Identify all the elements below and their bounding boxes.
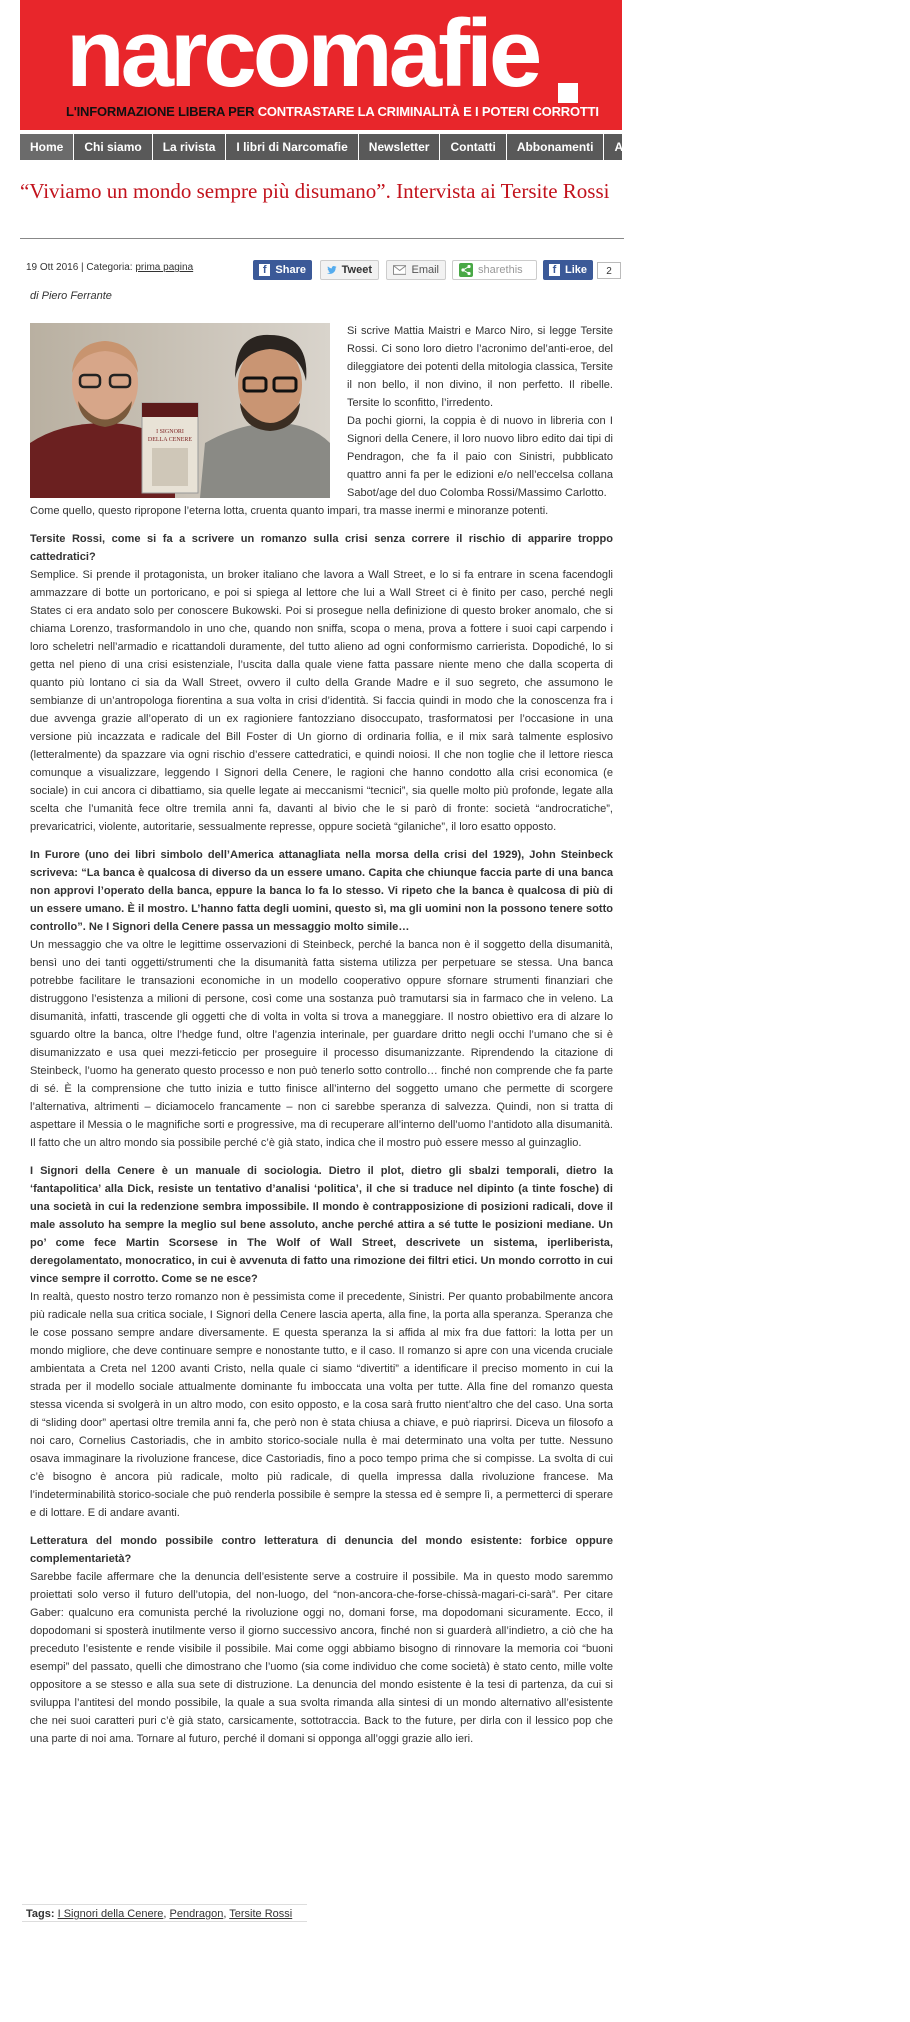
interview-answer: Un messaggio che va oltre le legittime osservazioni di Steinbeck, perché la banca non è il soggetto della disumanità, bensì uno dei tanti oggetti/strumenti che la disumanità fatta sistema utilizza per perpetuare se stessa. Una banca potrebbe facilitare le transazioni economiche in un modello cooperativo oppure sfornare strumenti finanziari che distruggono l’esistenza a milioni di persone, così come una sostanza può tramutarsi sia in farmaco che in veleno. La disumanità, infatti, trascende gli oggetti che di volta in volta si trova a maneggiare. Il nostro obiettivo era di alzare lo sguardo oltre la banca, oltre l’hedge fund, oltre l’agenzia interinale, per guardare dritto negli occhi l’umano che si è disumanizzato e usa quei mezzi-feticcio per proseguire il processo disumanizzante. Riprendendo la citazione di Steinbeck, l’uomo ha generato questo processo e non può tenerlo sotto controllo… finché non comprende che fa parte di sé. È la comprensione che tutto inizia e tutto finisce all’interno del soggetto umano che permette di scorgere l’alternativa, altrimenti – diciamocelo francamente – non ci sarebbe speranza di salvezza. Quindi, non si tratta di aspettare il Messia o le magnifiche sorti e progressive, ma di recuperare all’interno dell’uomo l’antidoto alla disumanità. Il fatto che un altro mondo sia possibile perché c’è già stato, indica che il mostro può essere messo al guinzaglio. — [30, 939, 613, 1149]
book-title-line2: DELLA CENERE — [147, 437, 193, 443]
site-tagline — [66, 104, 599, 119]
interview-question: I Signori della Cenere è un manuale di sociologia. Dietro il plot, dietro gli sbalzi temporali, dietro la ‘fantapolitica’ alla Dick, resiste un tentativo d’analisi ‘politica’, il che si traduce nel dipinto (a tinte fosche) di una società in cui la redenzione sembra impossibile. Il mondo è contrapposizione di posizioni radicali, dove il male assoluto ha sempre la meglio sul bene assoluto, anche perché attira a sé tutte le posizioni mediane. Un po’ come fece Martin Scorsese in The Wolf of Wall Street, descrivete un sistema, iperliberista, deregolamentato, monocratico, in cui è avvenuta di fatto una rimozione dei filtri etici. Un mondo corrotto in cui vince sempre il corrotto. Come se ne esce? — [30, 1165, 613, 1285]
category-label: Categoria: — [86, 262, 133, 273]
tag-link[interactable]: I Signori della Cenere — [57, 1908, 164, 1920]
interview-answer: Sarebbe facile affermare che la denuncia dell’esistente serve a costruire il possibile. Ma in questo modo saremmo proiettati solo verso il futuro dell’utopia, del non-luogo, del “non-ancora-che-forse-chissà-magari-ci-sarà”. Per citare Gaber: qualcuno era comunista perché la rivoluzione oggi no, domani forse, ma dopodomani sicuramente. Ecco, il dopodomani si sposterà inutilmente verso il giorno successivo ancora, finché non si guarderà all’indietro, a ciò che ha preceduto l’esistente e rende visibile il possibile. Mai come oggi abbiamo bisogno di rinnovare la memoria coi “buoni esempi” del passato, quelli che dimostrano che l’uomo (sia come individuo che come società) è stato cento, mille volte oppositore a se stesso e alla sua sete di distruzione. La denuncia del mondo esistente è la tesi di partenza, da cui si sviluppa l’antitesi del mondo possibile, la quale a sua svolta rimanda alla sintesi di un mondo alternativo all’esistente che nei suoi caratteri puri c’è già stato, carsicamente, sottotraccia. Back to the future, per dirla con il lessico pop che una parte di noi ama. Tornare al futuro, perché il domani si opponga all’oggi grazie allo ieri. — [30, 1571, 613, 1745]
nav-home[interactable]: Home — [20, 134, 74, 160]
title-divider — [20, 238, 624, 239]
facebook-like-button[interactable] — [543, 260, 593, 280]
like-label: Like — [564, 264, 587, 276]
intro-paragraph: Da pochi giorni, la coppia è di nuovo in libreria con I Signori della Cenere, il loro nuovo libro edito dai tipi di Pendragon, che fa il paio con Sinistri, pubblicato quattro anni fa per le edizioni e/o nell’eccelsa collana Sabot/age del duo Colomba Rossi/Massimo Carlotto. — [347, 415, 613, 499]
facebook-share-button[interactable] — [253, 260, 312, 280]
photo-spacer — [30, 322, 335, 502]
interview-question: Letteratura del mondo possibile contro letteratura di denuncia del mondo esistente: forbice oppure complementarietà? — [30, 1535, 613, 1565]
article-author: di Piero Ferrante — [30, 290, 112, 302]
nav-i-libri[interactable]: I libri di Narcomafie — [226, 134, 358, 160]
tweet-label: Tweet — [341, 264, 372, 276]
article-title: “Viviamo un mondo sempre più disumano”. Intervista ai Tersite Rossi — [20, 179, 610, 203]
facebook-icon: f — [259, 264, 270, 276]
twitter-bird-icon — [327, 265, 337, 275]
interview-answer: In realtà, questo nostro terzo romanzo non è pessimista come il precedente, Sinistri. Per quanto probabilmente ancora più radicale nella sua critica sociale, I Signori della Cenere lascia aperta, alla fine, la porta alla speranza. Speranza che le cose possano sempre andare diversamente. E questa speranza la si affida al mix fra due fattori: la lotta per un mondo migliore, che deve continuare sempre e nonostante tutto, e il caso. Il romanzo si apre con una vicenda cruciale ambientata a Creta nel 1200 avanti Cristo, nella quale ci siamo “divertiti” a identificare il preciso momento in cui la strada per il modello sociale attualmente dominante fu imboccata una volta per tutte. Alla fine del romanzo questa stessa vicenda si svolgerà in un altro modo, con esito opposto, e la cosa sarà frutto nient’altro che del caso. Una sorta di “sliding door” apertasi oltre tremila anni fa, che però non è stata chiusa a chiave, e può riaprirsi. Diceva un filosofo a noi caro, Cornelius Castoriadis, che in ambito storico-sociale nulla è mai determinato una volta per tutte. Nessuno osava immaginare la rivoluzione francese, dice Castoriadis, fino a poco tempo prima che si compisse. La svolta di cui c’è bisogno è ancora più radicale, molto più radicale, di quella impressa dalla rivoluzione francese. Ma l’indeterminabilità storico-sociale che può renderla possibile è sempre la stessa ed è sempre lì, a permetterci di sperare e di lottare. E di andare avanti. — [30, 1291, 613, 1519]
sharethis-button[interactable] — [452, 260, 537, 280]
main-nav — [20, 134, 654, 160]
nav-accedi[interactable]: Accedi — [604, 134, 664, 160]
facebook-share-label: Share — [275, 264, 306, 276]
interview-question: Tersite Rossi, come si fa a scrivere un romanzo sulla crisi senza correre il rischio di apparire troppo cattedratici? — [30, 533, 613, 563]
interview-answer: Semplice. Si prende il protagonista, un broker italiano che lavora a Wall Street, e lo si fa entrare in scena facendogli ammazzare di botte un portoricano, e poi si spiega al lettore che lui a Wall Street ci è finito per caso, perché negli States ci era andato solo per conoscere Bukowski. Poi si prosegue nella definizione di questo broker anomalo, che si chiama Lorenzo, trasformandolo in uno che, quando non sniffa, scopa o mena, prova a fottere i suoi capi carpendo i loro scheletri nell’armadio e ricattandoli duramente, del tutto alieno ad ogni conformismo carrierista. Dopodiché, lo si getta nel pieno di una crisi esistenziale, l’uscita dalla quale viene fatta passare niente meno che dalla scoperta di quanto più lontano ci sia da Wall Street, ovvero il culto della Grande Madre e il suo segreto, che assumono le sembianze di un’antropologa fiorentina a sua volta in crisi d’identità. Si faccia quindi in modo che la conoscenza fra i due avvenga grazie all’operato di un ex ragioniere fantozziano disoccupato, trasformatosi per l’occasione in una versione più incazzata e radicale del Bill Foster di Un giorno di ordinaria follia, e il mix sarà talmente esplosivo (letteralmente) da spazzare via ogni rischio d’essere cattedratici, e quindi noiosi. Il che non toglie che il lettore riesca comunque a visualizzare, leggendo I Signori della Cenere, le ragioni che hanno condotto alla crisi economica (e sociale) in cui ancora ci dibattiamo, sia quelle legate ai meccanismi “tecnici”, sia quelle molto più profonde, legate alla scelta che l’umanità fece oltre tremila anni fa, davanti al bivio che le si parò di fronte: società “androcratiche”, prevaricatrici, violente, autoritarie, sessualmente represse, oppure società “gilaniche”, il loro esatto opposto. — [30, 569, 613, 833]
email-label: Email — [411, 264, 439, 276]
site-header — [20, 0, 622, 130]
book-title-line1: I SIGNORI — [156, 429, 184, 435]
facebook-icon: f — [549, 264, 560, 276]
tweet-button[interactable] — [320, 260, 379, 280]
intro-paragraph: Come quello, questo ripropone l’eterna lotta, cruenta quanto impari, tra masse inermi e minoranze potenti. — [30, 505, 549, 517]
article-meta: 19 Ott 2016 | Categoria: prima pagina — [26, 262, 194, 273]
category-link[interactable]: prima pagina — [135, 262, 194, 273]
share-icon — [459, 263, 473, 277]
sharethis-label: sharethis — [478, 264, 523, 276]
interview-question: In Furore (uno dei libri simbolo dell’America attanagliata nella morsa della crisi del 1929), John Steinbeck scriveva: “La banca è qualcosa di diverso da un essere umano. Capita che chiunque faccia parte di una banca non approvi l’operato della banca, eppure la banca lo fa lo stesso. Vi ripeto che la banca è qualcosa di più di un essere umano. È il mostro. L’hanno fatta degli uomini, questo sì, ma gli uomini non la possono tenere sotto controllo”. Ne I Signori della Cenere passa un messaggio molto simile… — [30, 849, 613, 933]
intro-paragraph: Si scrive Mattia Maistri e Marco Niro, si legge Tersite Rossi. Ci sono loro dietro l’acronimo del’anti-eroe, del dileggiatore dei potenti della mitologia classica, Tersite il non bello, il non divino, il non perfetto. Il ribelle. Tersite lo sconfitto, l’irredento. — [347, 325, 613, 409]
article-date: 19 Ott 2016 — [26, 262, 79, 273]
article-tags: Tags: I Signori della Cenere, Pendragon, Tersite Rossi — [22, 1904, 307, 1922]
nav-newsletter[interactable]: Newsletter — [359, 134, 441, 160]
nav-contatti[interactable]: Contatti — [440, 134, 506, 160]
tag-link[interactable]: Pendragon — [169, 1908, 224, 1920]
nav-la-rivista[interactable]: La rivista — [153, 134, 227, 160]
article-body — [30, 322, 613, 1748]
nav-abbonamenti[interactable]: Abbonamenti — [507, 134, 605, 160]
tagline-light: CONTRASTARE LA CRIMINALITÀ E I POTERI CORROTTI — [254, 104, 599, 119]
nav-chi-siamo[interactable]: Chi siamo — [74, 134, 152, 160]
tags-label: Tags: — [26, 1908, 55, 1920]
site-logo[interactable]: narcomafie — [66, 0, 539, 107]
tag-link[interactable]: Tersite Rossi — [229, 1908, 293, 1920]
tagline-dark: L'INFORMAZIONE LIBERA PER — [66, 104, 255, 119]
logo-dot — [558, 83, 578, 103]
email-share-button[interactable] — [386, 260, 446, 280]
like-count: 2 — [597, 262, 621, 279]
envelope-icon — [393, 265, 406, 275]
